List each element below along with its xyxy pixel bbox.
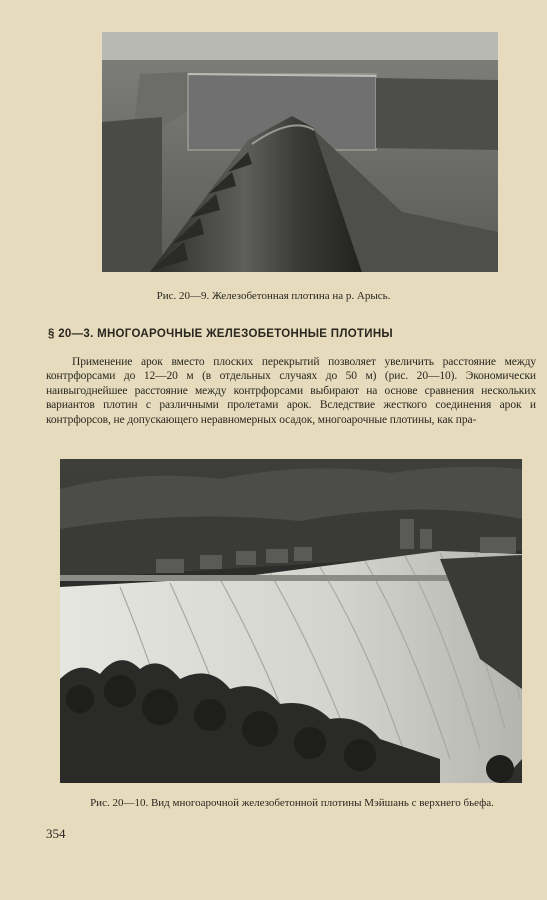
figure-20-10-caption: Рис. 20—10. Вид многоарочной железобетонной плотины Мэйшань с верхнего бьефа. xyxy=(90,797,494,809)
section-heading: § 20—3. МНОГОАРОЧНЫЕ ЖЕЛЕЗОБЕТОННЫЕ ПЛОТИНЫ xyxy=(48,328,393,340)
photo-meishan-dam xyxy=(60,459,522,783)
page-number: 354 xyxy=(46,826,66,841)
photo-arys-dam-image xyxy=(102,32,498,272)
photo-meishan-dam-image xyxy=(60,459,522,783)
section-paragraph: Применение арок вместо плоских перекрытий позволяет увеличить расстояние между контрфорсами до 12—20 м (в отдельных случаях до 50 м) (рис. 20—10). Экономически наивыгоднейшее расстояние между контрфорсами выбирают на основе сравнения нескольких вариантов плотин с различными пролетами арок. Вследствие жесткого соединения арок и контрфорсов, не допускающего неравномерных осадок, многоарочные плотины, как пра- xyxy=(46,356,536,426)
figure-20-9-caption: Рис. 20—9. Железобетонная плотина на р. Арысь. xyxy=(156,290,391,302)
photo-arys-dam xyxy=(102,32,498,272)
